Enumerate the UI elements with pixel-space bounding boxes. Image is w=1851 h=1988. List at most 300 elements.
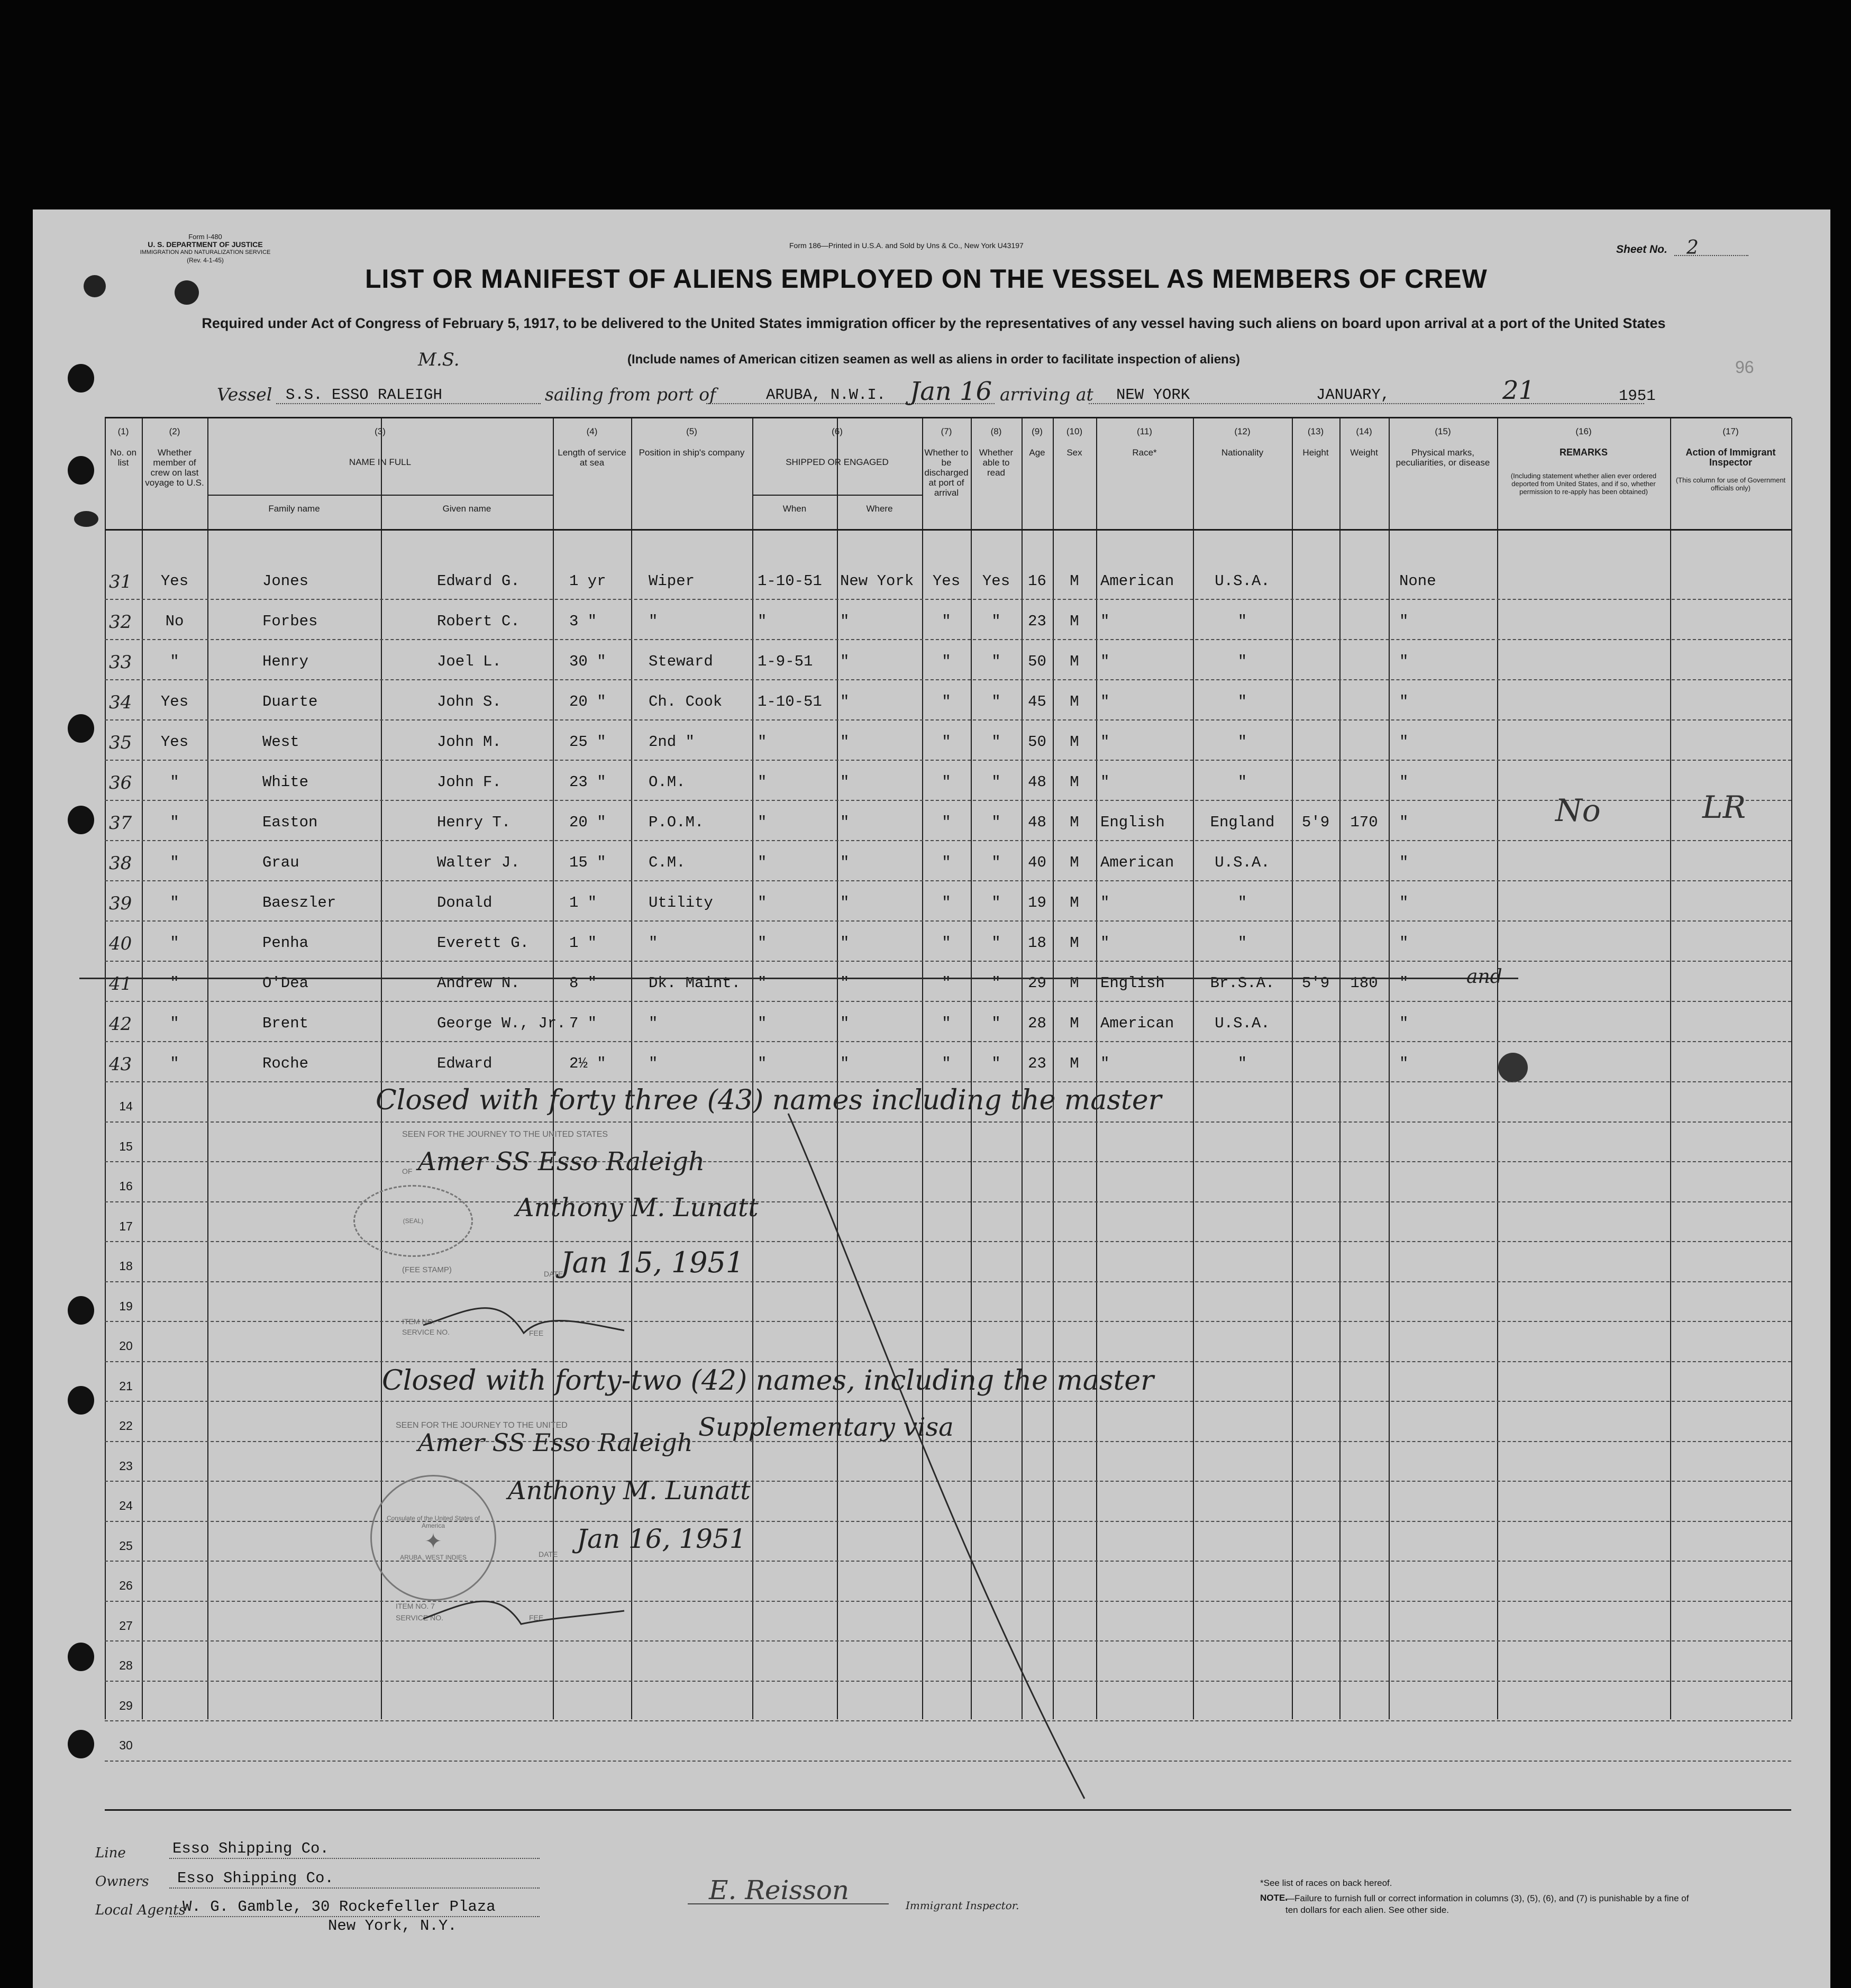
date-label-1: DATE <box>544 1270 563 1278</box>
cell-read: " <box>991 693 1001 710</box>
cell-discharge: " <box>942 1015 951 1032</box>
column-divider <box>553 418 554 1719</box>
cell-where: " <box>840 934 850 952</box>
cell-where: " <box>840 653 850 670</box>
row-rule <box>105 1121 1791 1123</box>
ink-blot <box>84 275 106 297</box>
cell-when: 1-9-51 <box>758 653 813 670</box>
subtitle: Required under Act of Congress of February 5, 1917, to be delivered to the United States immigration officer by the representatives of any vessel having such aliens on board upon arrival at a port of the United States <box>202 315 1666 331</box>
column-number: (17) <box>1722 426 1739 436</box>
column-divider <box>1670 418 1671 1719</box>
cell-marks: None <box>1399 572 1436 590</box>
column-subheader: Family name <box>268 504 320 514</box>
ink-blot <box>1498 1053 1528 1082</box>
ship-endorse-2: Amer SS Esso Raleigh <box>418 1428 693 1457</box>
seen-print-2: SEEN FOR THE JOURNEY TO THE UNITED <box>396 1421 568 1430</box>
endorse-date-2: Jan 16, 1951 <box>577 1524 746 1554</box>
arrival-day: 21 <box>1502 376 1535 405</box>
ink-blot <box>175 280 199 305</box>
cell-read: " <box>991 854 1001 871</box>
agents-value-2: New York, N.Y. <box>328 1917 457 1935</box>
cell-prev: Yes <box>160 733 189 751</box>
line-underline <box>169 1858 540 1859</box>
cell-family: Easton <box>262 814 318 831</box>
cell-sex: M <box>1070 613 1079 630</box>
cell-position: " <box>649 1015 658 1032</box>
column-header: Whether able to read <box>979 448 1014 478</box>
cell-service: 2½ " <box>569 1055 606 1072</box>
race-note: *See list of races on back hereof. <box>1260 1878 1392 1888</box>
row-number: 26 <box>119 1579 133 1592</box>
cell-prev: " <box>170 894 179 911</box>
cell-given: Edward <box>437 1055 493 1072</box>
table-bottom-rule <box>105 1809 1791 1811</box>
column-note: (This column for use of Government officials only) <box>1675 476 1786 492</box>
row-rule <box>105 719 1791 721</box>
column-header: Nationality <box>1221 448 1264 458</box>
cell-race: American <box>1100 572 1174 590</box>
sailing-date: Jan 16 <box>910 377 992 406</box>
vessel-name: S.S. ESSO RALEIGH <box>286 386 442 404</box>
column-header: No. on list <box>110 448 137 468</box>
cell-race: " <box>1100 613 1110 630</box>
cell-service: 3 " <box>569 613 597 630</box>
column-number: (13) <box>1307 426 1324 436</box>
cell-race: " <box>1100 693 1110 710</box>
subheader-rule <box>752 495 922 496</box>
cell-weight: 170 <box>1350 814 1378 831</box>
cell-discharge: " <box>942 814 951 831</box>
cell-where: " <box>840 733 850 751</box>
cell-given: Walter J. <box>437 854 520 871</box>
cell-marks: " <box>1399 653 1409 670</box>
cell-discharge: " <box>942 693 951 710</box>
sheet-number-line <box>1674 255 1748 256</box>
line-value: Esso Shipping Co. <box>172 1840 329 1857</box>
cell-service: 20 " <box>569 693 606 710</box>
cell-discharge: " <box>942 894 951 911</box>
fee-label-2: FEE <box>529 1613 544 1622</box>
cell-position: O.M. <box>649 773 686 791</box>
cell-nationality: " <box>1237 934 1247 952</box>
column-header: Action of Immigrant Inspector <box>1685 447 1776 468</box>
cell-prev: Yes <box>160 693 189 710</box>
cell-nationality: U.S.A. <box>1215 1015 1270 1032</box>
cell-prev: Yes <box>160 572 189 590</box>
cell-prev: No <box>165 613 184 630</box>
cell-family: Forbes <box>262 613 318 630</box>
cell-family: Penha <box>262 934 309 952</box>
vessel-label: Vessel <box>217 384 272 405</box>
note-row-41: and <box>1466 966 1502 988</box>
note-label: NOTE. <box>1260 1893 1288 1903</box>
cell-marks: " <box>1399 613 1409 630</box>
cell-when: " <box>758 613 767 630</box>
row-rule <box>105 639 1791 640</box>
column-header: Race* <box>1132 448 1157 458</box>
form-id-block <box>115 233 295 265</box>
column-header: Weight <box>1350 448 1378 458</box>
row-number: 18 <box>119 1259 133 1273</box>
subnote: (Include names of American citizen seamen as well as aliens in order to facilitate inspection of aliens) <box>627 352 1241 367</box>
consular-seal-2 <box>370 1475 496 1601</box>
cell-service: 30 " <box>569 653 606 670</box>
list-number: 38 <box>109 853 132 874</box>
row-rule <box>105 961 1791 962</box>
list-number: 39 <box>109 893 132 914</box>
list-number: 37 <box>109 813 132 834</box>
owners-underline <box>169 1887 540 1889</box>
row-rule <box>105 1681 1791 1682</box>
row-number: 25 <box>119 1538 133 1553</box>
cell-nationality: " <box>1237 894 1247 911</box>
list-number: 41 <box>109 973 132 995</box>
cell-discharge: " <box>942 1055 951 1072</box>
cell-read: " <box>991 814 1001 831</box>
cell-given: Everett G. <box>437 934 530 952</box>
row-number: 27 <box>119 1618 133 1633</box>
row-rule <box>105 679 1791 680</box>
arrival-port: NEW YORK <box>1116 386 1190 404</box>
row-number: 29 <box>119 1698 133 1712</box>
cell-position: P.O.M. <box>649 814 704 831</box>
row-rule <box>105 1161 1791 1162</box>
cell-prev: " <box>170 934 179 952</box>
cell-race: " <box>1100 934 1110 952</box>
column-number: (1) <box>117 426 129 436</box>
department: U. S. DEPARTMENT OF JUSTICE <box>148 240 263 249</box>
cell-when: " <box>758 974 767 992</box>
row-number: 14 <box>119 1099 133 1113</box>
inspector-signature: E. Reisson <box>709 1875 850 1905</box>
row-rule <box>105 800 1791 801</box>
cell-when: " <box>758 934 767 952</box>
punch-hole <box>68 1730 94 1758</box>
cell-sex: M <box>1070 693 1079 710</box>
column-divider <box>1339 418 1341 1719</box>
row-rule <box>105 760 1791 761</box>
inspector-label: Immigrant Inspector. <box>906 1899 1019 1912</box>
column-header: Physical marks, peculiarities, or disease <box>1396 448 1490 468</box>
page-title: LIST OR MANIFEST OF ALIENS EMPLOYED ON THE VESSEL AS MEMBERS OF CREW <box>365 264 1488 294</box>
cell-position: Steward <box>649 653 713 670</box>
column-subheader: Given name <box>442 504 491 514</box>
cell-marks: " <box>1399 733 1409 751</box>
cell-discharge: " <box>942 974 951 992</box>
supplementary-visa: Supplementary visa <box>698 1412 954 1442</box>
seen-of-1: OF <box>402 1167 413 1175</box>
cell-marks: " <box>1399 854 1409 871</box>
cell-position: Wiper <box>649 572 695 590</box>
list-number: 33 <box>109 652 132 673</box>
consul-signature-2: Anthony M. Lunatt <box>508 1476 751 1506</box>
sheet-number: 2 <box>1686 237 1699 259</box>
column-header: REMARKS <box>1559 447 1608 458</box>
arrival-year: 1951 <box>1619 387 1656 405</box>
cell-age: 16 <box>1028 572 1046 590</box>
cell-given: John F. <box>437 773 501 791</box>
cell-height: 5'9 <box>1301 974 1330 992</box>
cell-nationality: England <box>1210 814 1275 831</box>
cell-age: 45 <box>1028 693 1046 710</box>
owners-value: Esso Shipping Co. <box>177 1870 334 1887</box>
column-header: Whether member of crew on last voyage to U.S. <box>145 448 204 488</box>
row-rule <box>105 1041 1791 1042</box>
table-top-rule <box>105 417 1791 418</box>
column-divider <box>207 418 208 1719</box>
cell-where: " <box>840 613 850 630</box>
cell-marks: " <box>1399 693 1409 710</box>
cell-marks: " <box>1399 1055 1409 1072</box>
sheet-label: Sheet No. <box>1616 243 1667 256</box>
cell-family: Grau <box>262 854 299 871</box>
list-number: 35 <box>109 732 132 753</box>
row-number: 24 <box>119 1499 133 1512</box>
punch-hole <box>68 1296 94 1325</box>
cell-given: Donald <box>437 894 493 911</box>
cell-where: " <box>840 693 850 710</box>
cell-sex: M <box>1070 773 1079 791</box>
cell-nationality: " <box>1237 613 1247 630</box>
cell-position: " <box>649 613 658 630</box>
cell-when: " <box>758 1055 767 1072</box>
column-note: (Including statement whether alien ever ordered deported from United States, and if so, whether permission to re-apply has been obtained) <box>1510 472 1657 496</box>
cell-where: " <box>840 974 850 992</box>
ship-endorse-1: Amer SS Esso Raleigh <box>418 1147 705 1177</box>
cell-service: 1 yr <box>569 572 606 590</box>
cell-read: " <box>991 894 1001 911</box>
cell-when: " <box>758 814 767 831</box>
column-subheader: When <box>782 504 807 514</box>
list-number: 42 <box>109 1014 132 1035</box>
column-divider <box>1096 418 1097 1719</box>
cell-where: " <box>840 854 850 871</box>
cell-where: " <box>840 773 850 791</box>
cell-service: 15 " <box>569 854 606 871</box>
cell-race: " <box>1100 733 1110 751</box>
agents-label: Local Agents <box>95 1902 186 1918</box>
row-rule <box>105 1361 1791 1362</box>
cell-where: " <box>840 894 850 911</box>
cell-race: " <box>1100 1055 1110 1072</box>
cell-read: " <box>991 653 1001 670</box>
consular-seal-1 <box>353 1185 473 1257</box>
row-rule <box>105 1640 1791 1642</box>
row-number: 28 <box>119 1658 133 1672</box>
cell-nationality: " <box>1237 1055 1247 1072</box>
cell-position: " <box>649 1055 658 1072</box>
cell-weight: 180 <box>1350 974 1378 992</box>
cell-service: 23 " <box>569 773 606 791</box>
cell-sex: M <box>1070 653 1079 670</box>
cell-discharge: " <box>942 613 951 630</box>
cell-sex: M <box>1070 974 1079 992</box>
punch-hole <box>68 806 94 834</box>
cell-sex: M <box>1070 733 1079 751</box>
cell-discharge: " <box>942 733 951 751</box>
column-header: Position in ship's company <box>639 448 745 458</box>
cell-position: C.M. <box>649 854 686 871</box>
owners-label: Owners <box>95 1874 149 1890</box>
cell-read: " <box>991 1055 1001 1072</box>
cell-age: 29 <box>1028 974 1046 992</box>
cell-prev: " <box>170 1055 179 1072</box>
row-rule <box>105 599 1791 600</box>
list-number: 36 <box>109 772 132 794</box>
cell-service: 20 " <box>569 814 606 831</box>
cell-read: " <box>991 613 1001 630</box>
cell-when: " <box>758 854 767 871</box>
cell-given: Henry T. <box>437 814 511 831</box>
cell-service: 7 " <box>569 1015 597 1032</box>
row-number: 23 <box>119 1458 133 1473</box>
cell-family: West <box>262 733 299 751</box>
column-number: (12) <box>1234 426 1251 436</box>
closing-statement-2: Closed with forty-two (42) names, including the master <box>382 1365 1154 1397</box>
column-number: (2) <box>169 426 180 436</box>
cell-sex: M <box>1070 1015 1079 1032</box>
column-number: (4) <box>586 426 598 436</box>
punch-hole <box>68 364 94 393</box>
ink-blot <box>74 511 98 527</box>
column-header: Length of service at sea <box>558 448 626 468</box>
cell-where: New York <box>840 572 914 590</box>
cell-age: 48 <box>1028 814 1046 831</box>
cell-family: White <box>262 773 309 791</box>
cell-marks: " <box>1399 773 1409 791</box>
cell-family: Baeszler <box>262 894 336 911</box>
sailing-label: sailing from port of <box>545 384 716 405</box>
column-number: (6) <box>832 426 843 436</box>
agents-underline <box>169 1916 540 1917</box>
cell-discharge: " <box>942 934 951 952</box>
column-divider <box>752 418 753 1719</box>
cell-prev: " <box>170 773 179 791</box>
punch-hole <box>68 1386 94 1415</box>
note-text: —Failure to furnish full or correct information in columns (3), (5), (6), and (7) is punishable by a fine of ten dollars for each alien. See other side. <box>1285 1893 1689 1915</box>
cell-prev: " <box>170 1015 179 1032</box>
column-number: (3) <box>375 426 386 436</box>
service: IMMIGRATION AND NATURALIZATION SERVICE <box>140 249 271 256</box>
cell-age: 28 <box>1028 1015 1046 1032</box>
cell-prev: " <box>170 653 179 670</box>
arrival-month: JANUARY, <box>1316 386 1390 404</box>
cell-age: 23 <box>1028 1055 1046 1072</box>
cell-where: " <box>840 814 850 831</box>
cell-where: " <box>840 1055 850 1072</box>
cell-age: 50 <box>1028 733 1046 751</box>
cell-race: English <box>1100 814 1165 831</box>
column-header: Height <box>1302 448 1329 458</box>
cell-read: " <box>991 1015 1001 1032</box>
row-number: 21 <box>119 1379 133 1393</box>
cell-position: Dk. Maint. <box>649 974 741 992</box>
row-number: 20 <box>119 1339 133 1353</box>
date-label-2: DATE <box>539 1550 558 1558</box>
seen-print-1: SEEN FOR THE JOURNEY TO THE UNITED STATES <box>402 1130 608 1139</box>
column-divider <box>105 418 106 1719</box>
subheader-rule <box>207 495 553 496</box>
cell-position: " <box>649 934 658 952</box>
list-number: 40 <box>109 933 132 954</box>
cell-family: O'Dea <box>262 974 309 992</box>
list-number: 34 <box>109 692 132 713</box>
cell-nationality: " <box>1237 773 1247 791</box>
item-label-2: ITEM NO. 7 <box>396 1602 435 1610</box>
cell-family: Jones <box>262 572 309 590</box>
cell-when: " <box>758 894 767 911</box>
column-header: Age <box>1029 448 1045 458</box>
column-number: (5) <box>686 426 697 436</box>
seal-text-2: Consulate of the United States of America <box>386 1515 480 1529</box>
list-number: 32 <box>109 612 132 633</box>
printer-note: Form 186—Printed in U.S.A. and Sold by Uns & Co., New York U43197 <box>789 241 1024 250</box>
cell-marks: " <box>1399 814 1409 831</box>
remarks-row-37: No <box>1555 792 1601 828</box>
row-number: 30 <box>119 1738 133 1752</box>
punch-hole <box>68 456 94 485</box>
inspector-action-row-37: LR <box>1702 789 1746 825</box>
cell-nationality: " <box>1237 693 1247 710</box>
column-number: (14) <box>1356 426 1372 436</box>
sailing-port: ARUBA, N.W.I. <box>766 386 886 404</box>
row-rule <box>105 1481 1791 1482</box>
cell-given: Robert C. <box>437 613 520 630</box>
service-label-2: SERVICE NO. <box>396 1613 443 1622</box>
item-label-1: ITEM NO. <box>402 1317 435 1326</box>
row-rule <box>105 920 1791 922</box>
column-divider <box>1389 418 1390 1719</box>
column-header: NAME IN FULL <box>349 457 412 467</box>
cell-race: American <box>1100 1015 1174 1032</box>
fee-stamp-1: (FEE STAMP) <box>402 1265 452 1274</box>
cell-sex: M <box>1070 934 1079 952</box>
column-number: (9) <box>1032 426 1043 436</box>
cell-service: 1 " <box>569 894 597 911</box>
punch-hole <box>68 1643 94 1671</box>
cell-read: " <box>991 934 1001 952</box>
cell-race: " <box>1100 894 1110 911</box>
column-number: (7) <box>941 426 952 436</box>
endorse-date-1: Jan 15, 1951 <box>561 1246 744 1279</box>
column-number: (8) <box>990 426 1002 436</box>
list-number: 43 <box>109 1054 132 1075</box>
cell-age: 19 <box>1028 894 1046 911</box>
cell-age: 40 <box>1028 854 1046 871</box>
row-number: 15 <box>119 1139 133 1153</box>
row-rule <box>105 1601 1791 1602</box>
cell-given: John S. <box>437 693 501 710</box>
arriving-label: arriving at <box>1000 384 1093 405</box>
cell-given: Joel L. <box>437 653 501 670</box>
column-divider <box>837 418 838 1719</box>
cell-marks: " <box>1399 894 1409 911</box>
cell-service: 25 " <box>569 733 606 751</box>
cell-read: Yes <box>982 572 1010 590</box>
row-rule <box>105 1321 1791 1322</box>
cell-given: Edward G. <box>437 572 520 590</box>
revision: (Rev. 4-1-45) <box>187 257 224 264</box>
cell-when: " <box>758 733 767 751</box>
cell-sex: M <box>1070 854 1079 871</box>
cell-height: 5'9 <box>1301 814 1330 831</box>
cell-prev: " <box>170 974 179 992</box>
cell-nationality: U.S.A. <box>1215 854 1270 871</box>
cell-marks: " <box>1399 934 1409 952</box>
cell-service: 1 " <box>569 934 597 952</box>
row-rule <box>105 880 1791 881</box>
closing-statement-1: Closed with forty three (43) names including the master <box>376 1084 1162 1116</box>
